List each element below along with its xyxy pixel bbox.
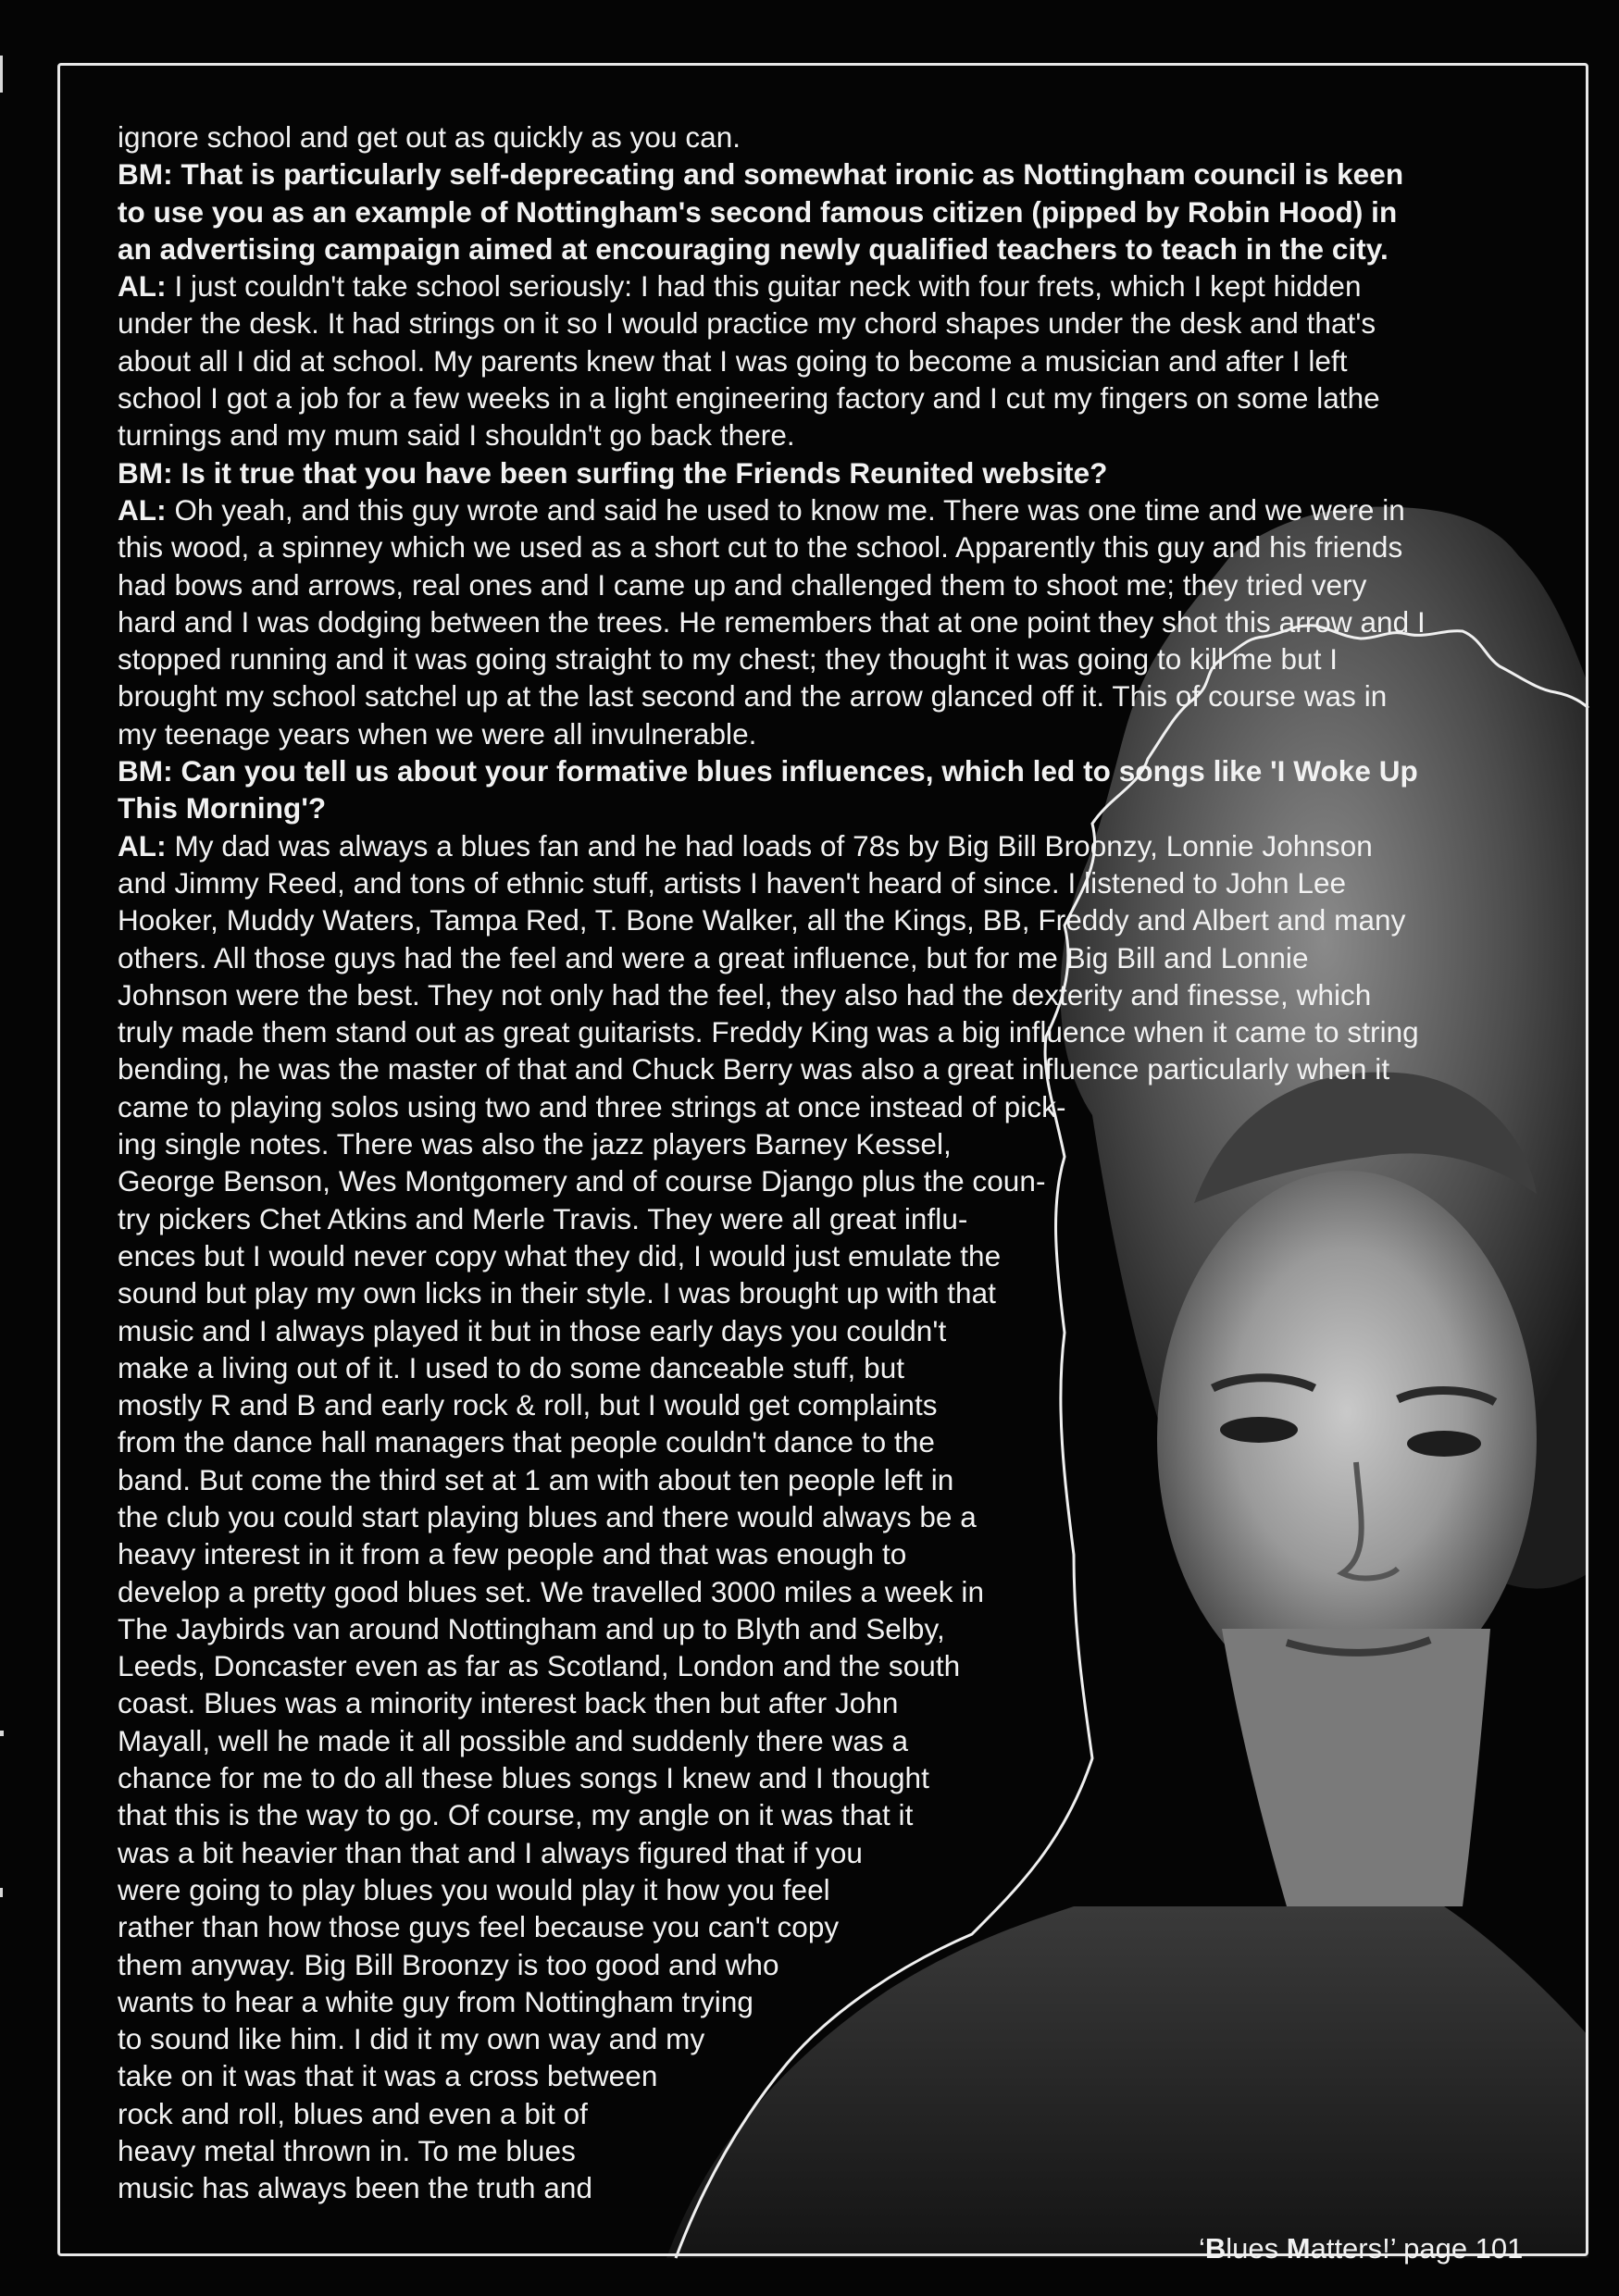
text-line xyxy=(118,789,1543,826)
text-line xyxy=(118,715,1543,752)
text-line xyxy=(118,1349,1543,1386)
text-line xyxy=(118,1274,1543,1311)
line-text: to use you as an example of Nottingham's second famous citizen (pipped by Robin Hood) in xyxy=(118,194,1398,229)
line-text: bending, he was the master of that and Chuck Berry was also a great influence particularly when it xyxy=(118,1052,1390,1086)
line-text: to sound like him. I did it my own way and my xyxy=(118,2022,705,2056)
text-line xyxy=(118,566,1543,603)
line-text: rather than how those guys feel because you can't copy xyxy=(118,1910,840,1944)
line-text: That is particularly self-deprecating and somewhat ironic as Nottingham council is keen xyxy=(181,157,1404,192)
line-text: Leeds, Doncaster even as far as Scotland, London and the south xyxy=(118,1649,961,1683)
text-line xyxy=(118,976,1543,1013)
line-text: was a bit heavier than that and I always figured that if you xyxy=(118,1835,863,1869)
text-line xyxy=(118,1200,1543,1237)
line-text: about all I did at school. My parents knew that I was going to become a musician and after I left xyxy=(118,343,1348,378)
text-line xyxy=(118,193,1543,230)
line-text: my teenage years when we were all invulnerable. xyxy=(118,716,757,751)
text-line xyxy=(118,1796,1543,1833)
text-line xyxy=(118,1871,1543,1908)
text-line xyxy=(118,1834,1543,1871)
footer-mid-1: lues xyxy=(1226,2232,1287,2265)
text-line xyxy=(118,1162,1543,1199)
line-text: My dad was always a blues fan and he had loads of 78s by Big Bill Broonzy, Lonnie Johnson xyxy=(174,828,1373,863)
text-line xyxy=(118,1386,1543,1423)
line-text: rock and roll, blues and even a bit of xyxy=(118,2096,588,2130)
text-line xyxy=(118,304,1543,341)
question-block xyxy=(118,752,1543,827)
text-line xyxy=(118,230,1543,267)
page-footer xyxy=(1199,2232,1523,2265)
text-line xyxy=(118,603,1543,640)
text-line xyxy=(118,342,1543,379)
line-text: hard and I was dodging between the trees. He remembers that at one point they shot this arrow and I xyxy=(118,604,1426,639)
text-line xyxy=(118,1237,1543,1274)
line-text: others. All those guys had the feel and were a great influence, but for me Big Bill and Lonnie xyxy=(118,940,1309,974)
speaker-tag: BM: xyxy=(118,157,173,192)
text-line xyxy=(118,1125,1543,1162)
line-text: sound but play my own licks in their style. I was brought up with that xyxy=(118,1276,996,1310)
text-line xyxy=(118,2020,1543,2057)
footer-letter-b: B xyxy=(1204,2232,1227,2265)
text-line xyxy=(118,2169,1543,2206)
article-intro: ignore school and get out as quickly as you can. xyxy=(118,120,741,154)
line-text: came to playing solos using two and three strings at once instead of pick- xyxy=(118,1089,1066,1123)
text-line xyxy=(118,1498,1543,1535)
answer-block xyxy=(118,267,1543,453)
line-text: Is it true that you have been surfing the Friends Reunited website? xyxy=(181,455,1108,490)
line-text: The Jaybirds van around Nottingham and up to Blyth and Selby, xyxy=(118,1611,945,1645)
text-line xyxy=(118,1722,1543,1759)
text-line xyxy=(118,677,1543,714)
text-line xyxy=(118,379,1543,416)
text-line xyxy=(118,2095,1543,2132)
text-line xyxy=(118,939,1543,976)
line-text: coast. Blues was a minority interest back then but after John xyxy=(118,1686,899,1720)
line-text: music has always been the truth and xyxy=(118,2171,593,2205)
line-text: music and I always played it but in those early days you couldn't xyxy=(118,1313,947,1347)
text-line xyxy=(118,864,1543,901)
question-block xyxy=(118,454,1543,491)
text-line xyxy=(118,1013,1543,1050)
line-text: school I got a job for a few weeks in a light engineering factory and I cut my fingers on some lathe xyxy=(118,381,1380,416)
line-text: mostly R and B and early rock & roll, but I would get complaints xyxy=(118,1388,938,1422)
interview-blocks xyxy=(118,155,1543,2206)
text-line xyxy=(118,267,1543,304)
text-line xyxy=(118,155,1543,192)
text-line xyxy=(118,1684,1543,1721)
text-line xyxy=(118,2132,1543,2169)
line-text: this wood, a spinney which we used as a short cut to the school. Apparently this guy and his friends xyxy=(118,530,1403,565)
line-text: I just couldn't take school seriously: I had this guitar neck with four frets, which I kept hidden xyxy=(174,269,1362,304)
line-text: chance for me to do all these blues songs I knew and I thought xyxy=(118,1761,929,1795)
text-line xyxy=(118,491,1543,528)
line-text: brought my school satchel up at the last second and the arrow glanced off it. This of course was in xyxy=(118,679,1388,714)
line-text: ences but I would never copy what they did, I would just emulate the xyxy=(118,1238,1002,1272)
line-text: take on it was that it was a cross between xyxy=(118,2059,658,2093)
line-text: try pickers Chet Atkins and Merle Travis. They were all great influ- xyxy=(118,1201,968,1235)
speaker-tag: AL: xyxy=(118,492,167,527)
answer-block xyxy=(118,827,1543,2207)
line-text: heavy metal thrown in. To me blues xyxy=(118,2134,576,2168)
line-text: George Benson, Wes Montgomery and of course Django plus the coun- xyxy=(118,1164,1046,1198)
speaker-tag: BM: xyxy=(118,455,173,490)
text-line xyxy=(118,1573,1543,1610)
line-text: them anyway. Big Bill Broonzy is too good and who xyxy=(118,1947,779,1981)
answer-block xyxy=(118,491,1543,752)
footer-quote-open: ‘ xyxy=(1199,2232,1205,2265)
interview-article xyxy=(118,118,1543,2207)
text-line xyxy=(118,416,1543,453)
text-line xyxy=(118,1946,1543,1983)
text-line xyxy=(118,528,1543,565)
text-line xyxy=(118,1535,1543,1572)
text-line xyxy=(118,454,1543,491)
speaker-tag: AL: xyxy=(118,828,167,863)
line-text: Johnson were the best. They not only had the feel, they also had the dexterity and finesse, which xyxy=(118,977,1372,1011)
line-text: Oh yeah, and this guy wrote and said he used to know me. There was one time and we were in xyxy=(174,492,1405,527)
line-text: the club you could start playing blues and there would always be a xyxy=(118,1499,977,1533)
text-line xyxy=(118,1461,1543,1498)
text-line xyxy=(118,1050,1543,1087)
line-text: turnings and my mum said I shouldn't go back there. xyxy=(118,418,795,453)
line-text: that this is the way to go. Of course, my angle on it was that it xyxy=(118,1798,914,1832)
line-text: were going to play blues you would play it how you feel xyxy=(118,1872,830,1906)
text-line xyxy=(118,1908,1543,1945)
footer-mid-2: atters!’ xyxy=(1310,2232,1396,2265)
line-text: This Morning'? xyxy=(118,791,327,825)
speaker-tag: AL: xyxy=(118,269,167,304)
text-line xyxy=(118,2057,1543,2094)
text-line xyxy=(118,1423,1543,1460)
line-text: under the desk. It had strings on it so I would practice my chord shapes under the desk and that's xyxy=(118,306,1376,341)
text-line xyxy=(118,1759,1543,1796)
line-text: from the dance hall managers that people couldn't dance to the xyxy=(118,1425,935,1459)
line-text: and Jimmy Reed, and tons of ethnic stuff, artists I haven't heard of since. I listened to John Lee xyxy=(118,865,1347,900)
line-text: make a living out of it. I used to do some danceable stuff, but xyxy=(118,1350,905,1384)
line-text: Mayall, well he made it all possible and suddenly there was a xyxy=(118,1723,909,1757)
line-text: truly made them stand out as great guitarists. Freddy King was a big influence when it came to string xyxy=(118,1015,1419,1049)
text-line xyxy=(118,752,1543,789)
text-line xyxy=(118,1647,1543,1684)
line-text: ing single notes. There was also the jazz players Barney Kessel, xyxy=(118,1127,952,1161)
page-number: page 101 xyxy=(1395,2232,1524,2265)
footer-letter-m: M xyxy=(1286,2232,1311,2265)
line-text: stopped running and it was going straight to my chest; they thought it was going to kill me but I xyxy=(118,642,1339,676)
text-line xyxy=(118,640,1543,677)
question-block xyxy=(118,155,1543,267)
line-text: Can you tell us about your formative blues influences, which led to songs like 'I Woke Up xyxy=(181,754,1418,788)
line-text: wants to hear a white guy from Nottingham trying xyxy=(118,1984,753,2018)
text-line xyxy=(118,1610,1543,1647)
text-line xyxy=(118,1088,1543,1125)
text-line xyxy=(118,1312,1543,1349)
text-line xyxy=(118,827,1543,864)
line-text: Hooker, Muddy Waters, Tampa Red, T. Bone Walker, all the Kings, BB, Freddy and Albert and many xyxy=(118,903,1406,937)
line-text: an advertising campaign aimed at encouraging newly qualified teachers to teach in the city. xyxy=(118,231,1389,266)
line-text: heavy interest in it from a few people and that was enough to xyxy=(118,1537,907,1571)
text-line xyxy=(118,1983,1543,2020)
line-text: had bows and arrows, real ones and I came up and challenged them to shoot me; they tried very xyxy=(118,567,1367,602)
line-text: band. But come the third set at 1 am with about ten people left in xyxy=(118,1462,954,1496)
line-text: develop a pretty good blues set. We travelled 3000 miles a week in xyxy=(118,1574,985,1608)
speaker-tag: BM: xyxy=(118,754,173,788)
text-line xyxy=(118,901,1543,938)
